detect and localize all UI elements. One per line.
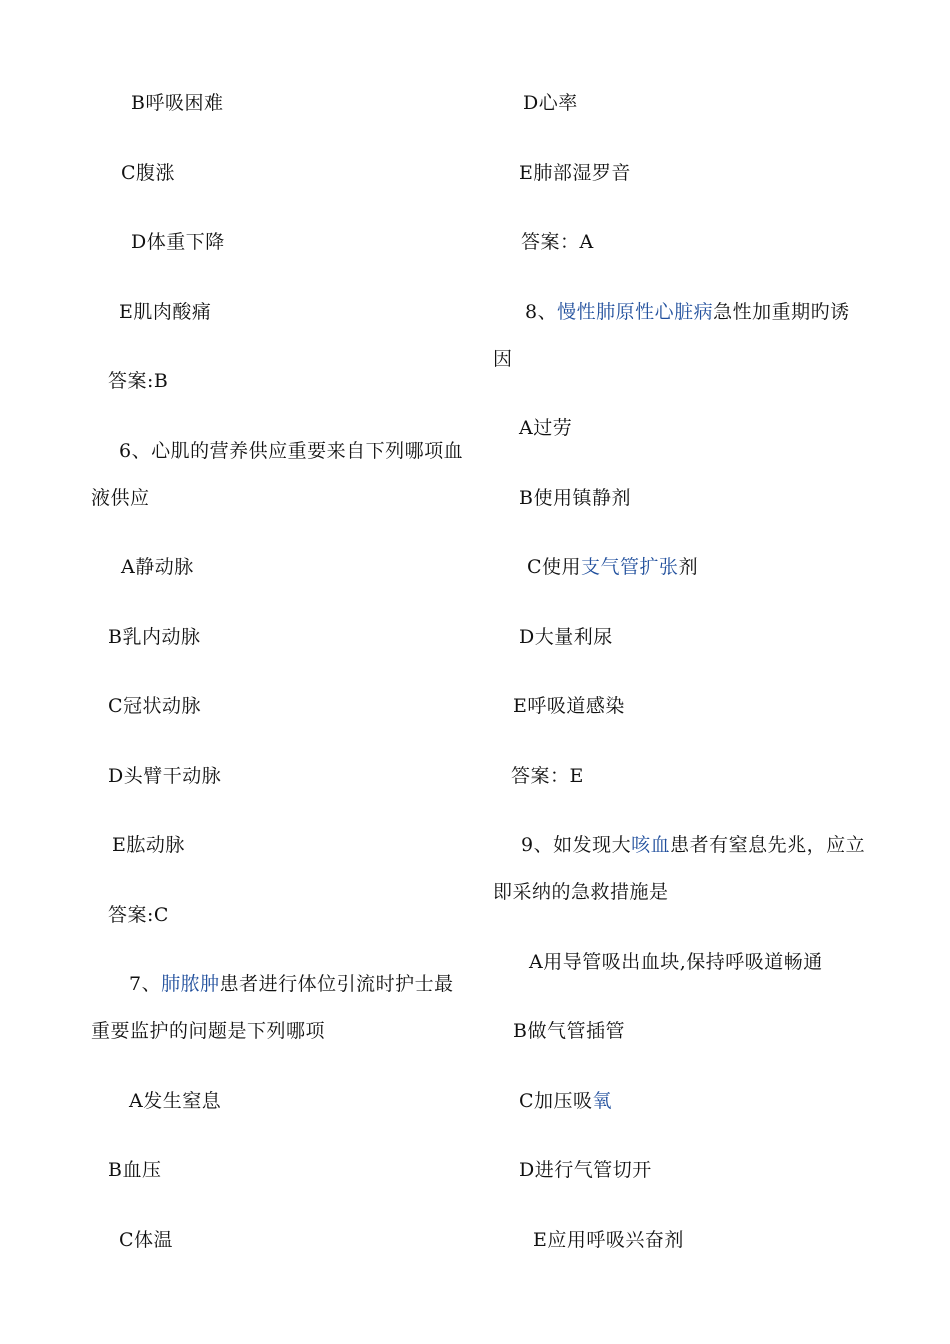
q7-option-a: A发生窒息: [129, 1090, 222, 1112]
q8-answer: 答案：E: [511, 765, 584, 787]
q8-question-rest: 急性加重期旳诱: [713, 301, 850, 323]
q7-option-e: E肺部湿罗音: [519, 162, 631, 184]
q8-option-c-post: 剂: [678, 556, 699, 578]
q7-keyword-link[interactable]: 肺脓肿: [161, 973, 220, 995]
q6-option-d: D头臂干动脉: [108, 765, 222, 787]
q8-option-c-link[interactable]: 支气管扩张: [581, 556, 679, 578]
q7-option-d: D心率: [523, 92, 578, 114]
q9-option-a: A用导管吸出血块,保持呼吸道畅通: [529, 951, 823, 973]
q8-option-b: B使用镇静剂: [519, 487, 631, 509]
q7-answer: 答案：A: [521, 231, 594, 253]
q8-option-c: [527, 555, 698, 579]
q6-option-b: B乳内动脉: [108, 626, 201, 648]
q9-option-c-pre: C加压吸: [519, 1090, 593, 1112]
q6-question-line1: 6、心肌的营养供应重要来自下列哪项血: [119, 440, 464, 462]
q6-option-a: A静动脉: [121, 556, 194, 578]
q8-option-e: E呼吸道感染: [513, 695, 625, 717]
q6-question-line2: 液供应: [91, 487, 150, 509]
q6-option-e: E肱动脉: [112, 834, 185, 856]
q5-answer: 答案:B: [108, 370, 169, 392]
q9-option-c: [519, 1089, 612, 1113]
q9-option-c-link[interactable]: 氧: [592, 1090, 613, 1112]
q9-option-e: E应用呼吸兴奋剂: [533, 1229, 684, 1251]
q9-question-line2: 即采纳的急救措施是: [493, 881, 669, 903]
q8-option-d: D大量利尿: [519, 626, 613, 648]
q7-option-b: B血压: [108, 1159, 162, 1181]
q5-option-e: E肌肉酸痛: [119, 301, 212, 323]
q8-option-c-pre: C使用: [527, 556, 582, 578]
q5-option-c: C腹涨: [121, 162, 176, 184]
q9-question-rest: 患者有窒息先兆，应立: [670, 834, 866, 856]
q8-question-line2: 因: [493, 348, 513, 370]
q7-question-line1: [129, 972, 454, 996]
q8-keyword-link[interactable]: 慢性肺原性心脏病: [557, 301, 714, 323]
q5-option-d: D体重下降: [131, 231, 225, 253]
q7-option-c: C体温: [119, 1229, 174, 1251]
q7-question-rest: 患者进行体位引流时护士最: [219, 973, 454, 995]
q9-question-pre: 9、如发现大: [521, 834, 632, 856]
q9-question-line1: [521, 833, 865, 857]
q8-option-a: A过劳: [519, 417, 573, 439]
q9-option-d: D进行气管切开: [519, 1159, 652, 1181]
q9-option-b: B做气管插管: [513, 1020, 625, 1042]
q7-number: 7、: [129, 973, 162, 995]
q6-answer: 答案:C: [108, 904, 169, 926]
q8-question-line1: [525, 300, 850, 324]
q7-question-line2: 重要监护的问题是下列哪项: [91, 1020, 326, 1042]
q8-number: 8、: [525, 301, 558, 323]
q5-option-b: B呼吸困难: [131, 92, 224, 114]
q6-option-c: C冠状动脉: [108, 695, 202, 717]
q9-keyword-link[interactable]: 咳血: [631, 834, 671, 856]
